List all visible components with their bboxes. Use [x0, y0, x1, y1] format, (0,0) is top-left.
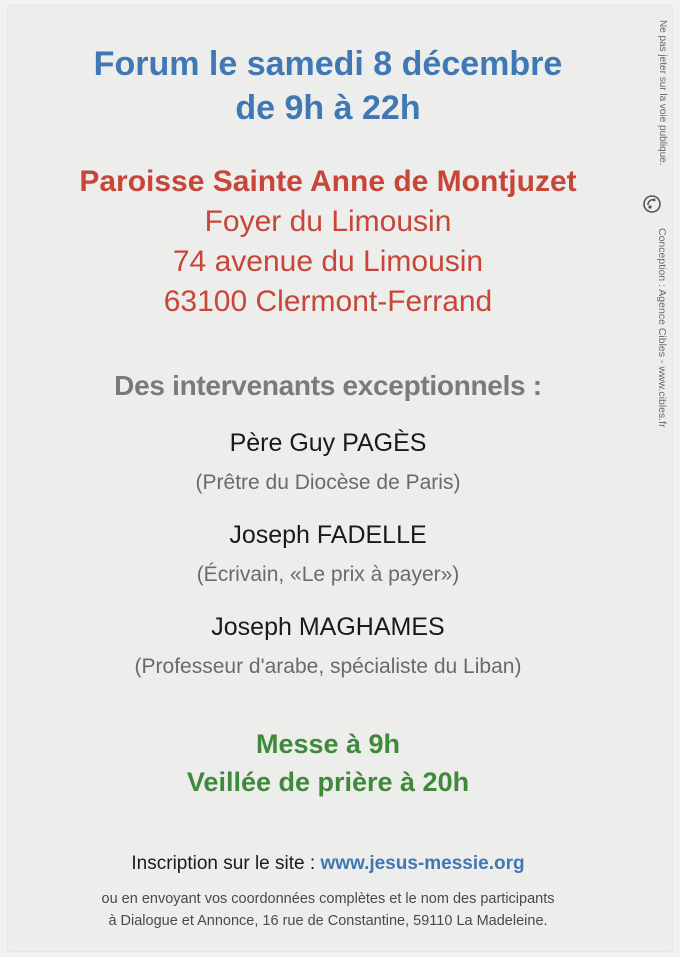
speaker-role: (Prêtre du Diocèse de Paris) — [195, 471, 461, 494]
vigil-time: Veillée de prière à 20h — [186, 767, 470, 797]
venue-city: 63100 Clermont-Ferrand — [163, 285, 493, 318]
speaker-role: (Écrivain, «Le prix à payer») — [196, 563, 460, 586]
venue-name: Paroisse Sainte Anne de Montjuzet — [79, 165, 577, 198]
registration-alt-line: ou en envoyant vos coordonnées complètes et le nom des participants — [101, 891, 555, 907]
speakers-heading: Des intervenants exceptionnels : — [114, 370, 542, 401]
registration-link[interactable]: www.jesus-messie.org — [320, 853, 525, 874]
recycle-icon — [642, 194, 662, 214]
speaker-name: Joseph FADELLE — [229, 521, 427, 549]
venue-place: Foyer du Limousin — [204, 205, 452, 238]
flyer-page — [8, 6, 672, 951]
disposal-notice: Ne pas jeter sur la voie publique. — [657, 20, 668, 166]
speaker-role: (Professeur d'arabe, spécialiste du Liban) — [134, 655, 522, 678]
venue-street: 74 avenue du Limousin — [172, 245, 484, 278]
event-date-title: Forum le samedi 8 décembre — [93, 45, 563, 83]
speaker-name: Père Guy PAGÈS — [229, 429, 427, 457]
registration-label: Inscription sur le site : — [131, 853, 321, 874]
registration-line — [8, 850, 648, 878]
mass-time: Messe à 9h — [255, 729, 401, 759]
event-hours-title: de 9h à 22h — [235, 89, 421, 127]
registration-address-line: à Dialogue et Annonce, 16 rue de Constantine, 59110 La Madeleine. — [108, 913, 548, 929]
design-credit: Conception : Agence Cibles - www.cibles.fr — [656, 228, 668, 428]
speaker-name: Joseph MAGHAMES — [211, 613, 445, 641]
